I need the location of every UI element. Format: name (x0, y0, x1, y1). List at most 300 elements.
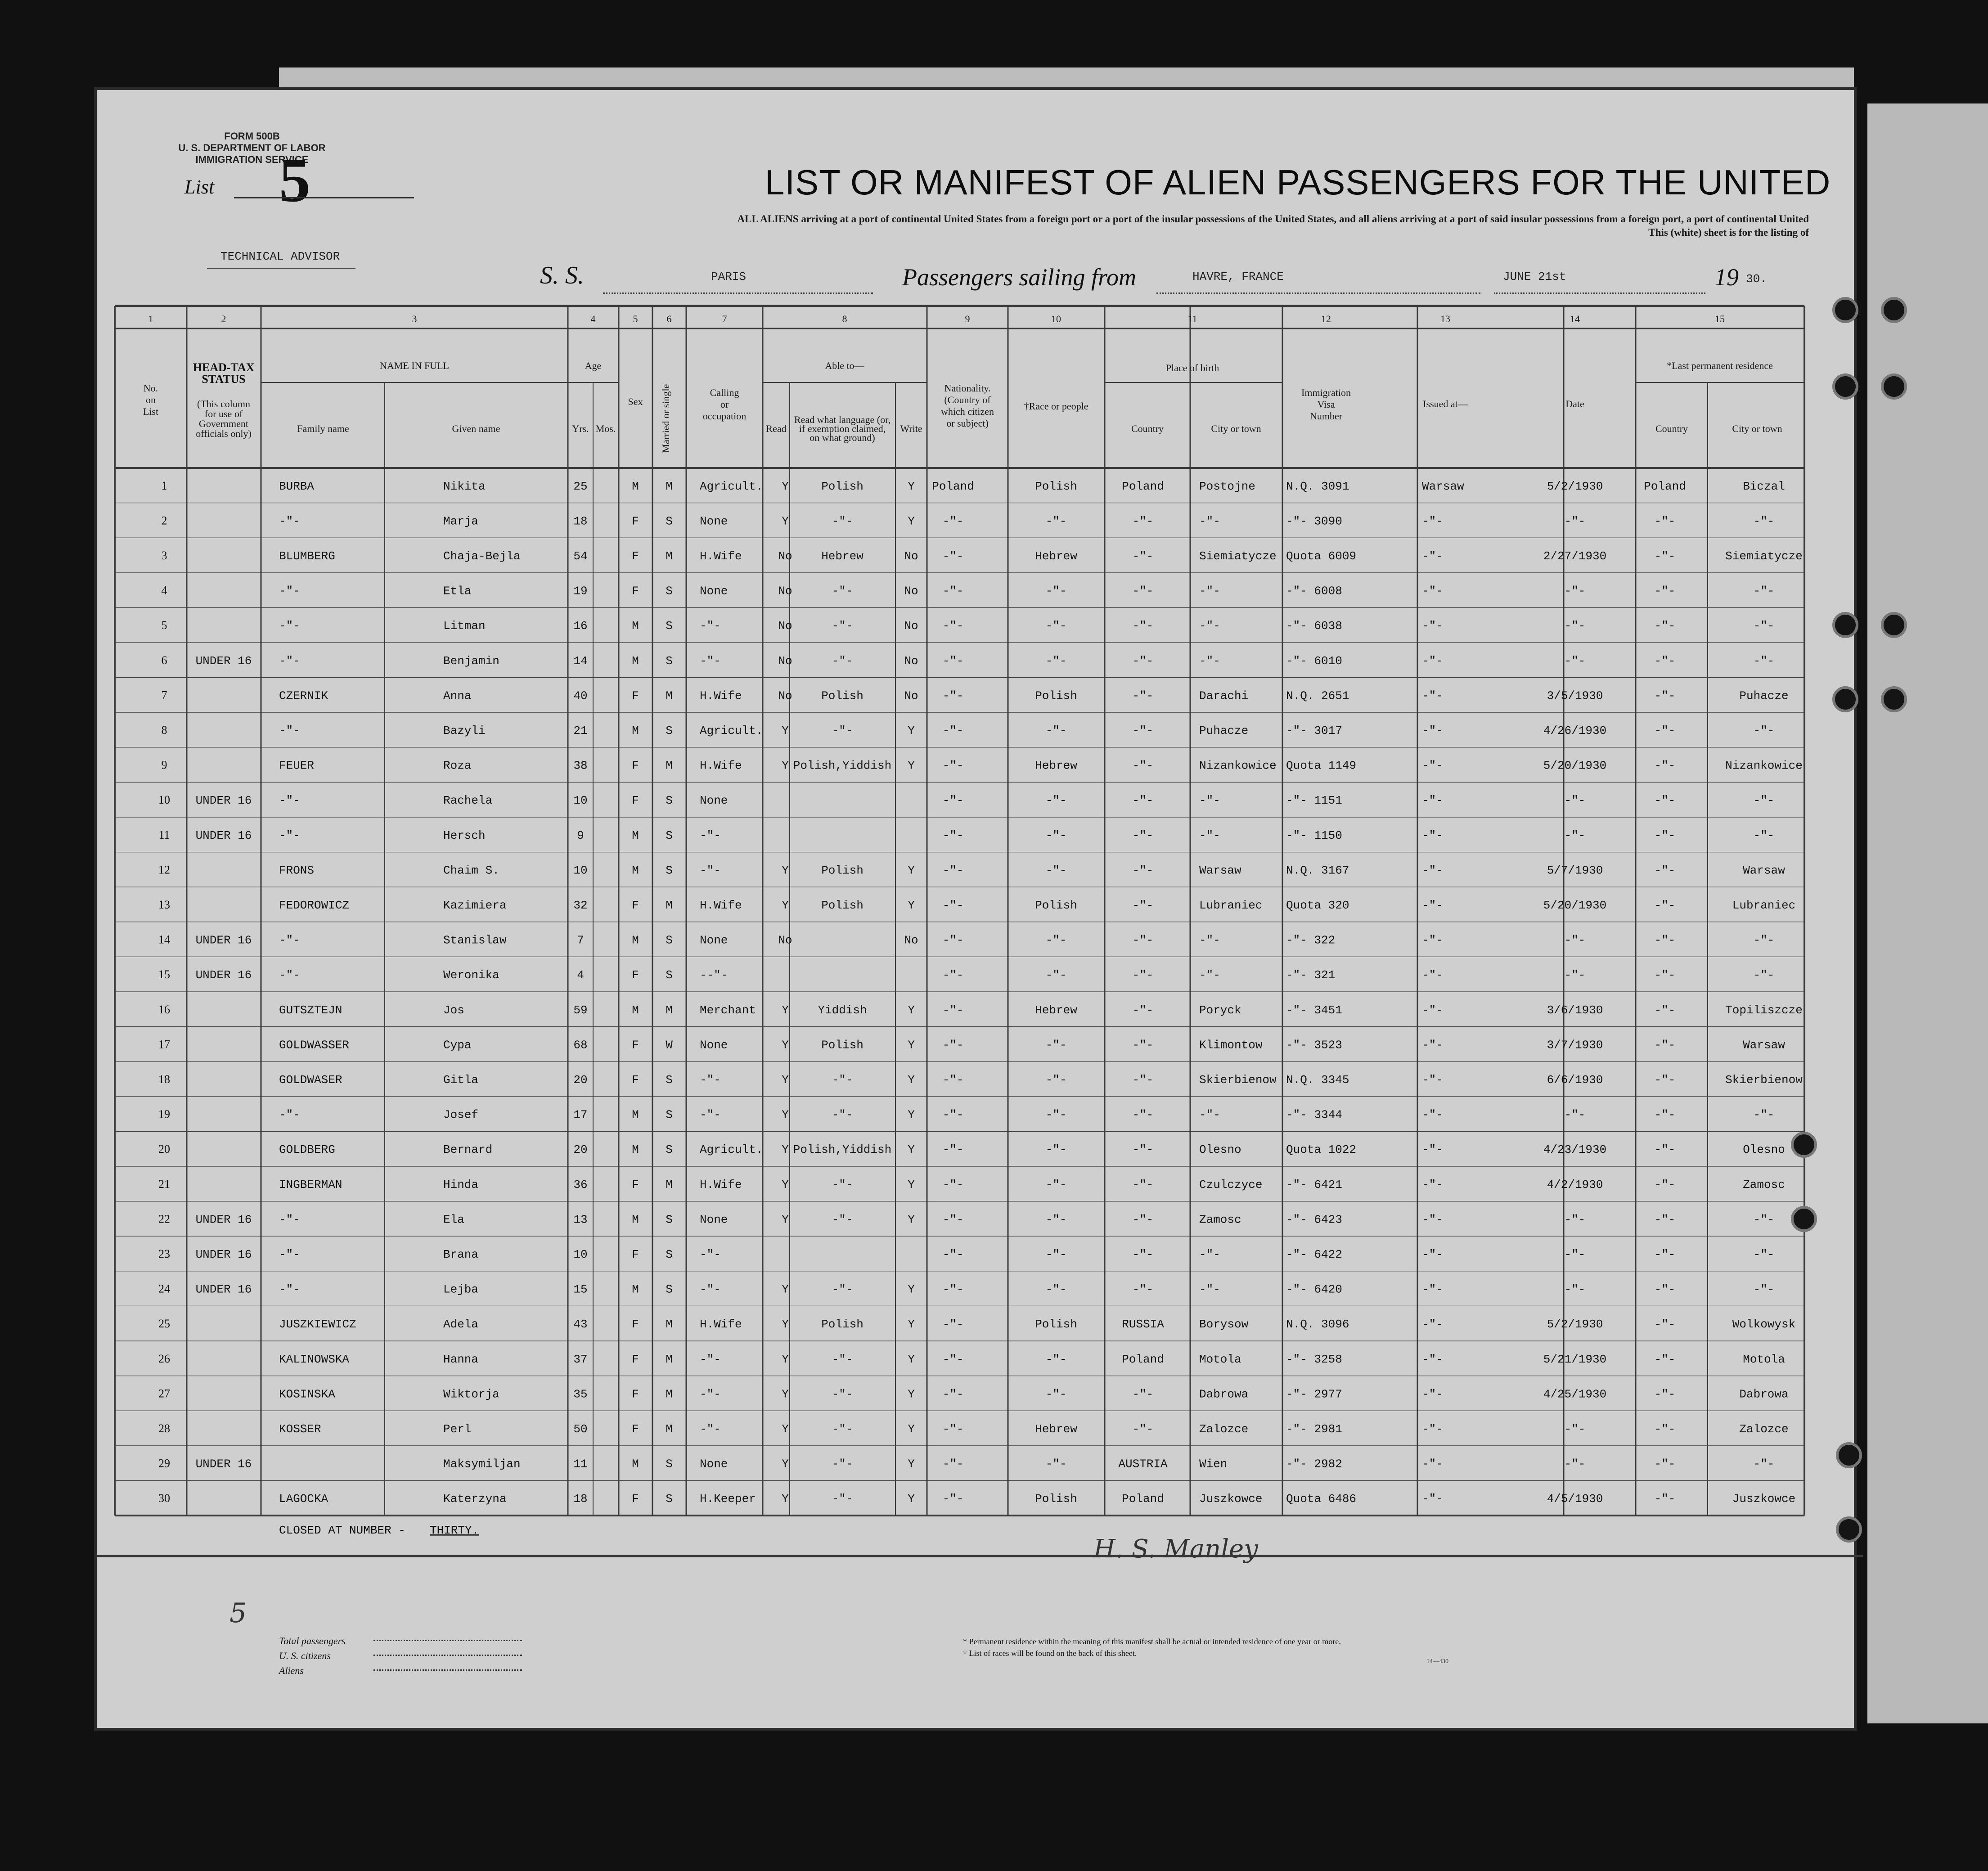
subtitle-line-2: This (white) sheet is for the listing of (1648, 227, 1809, 238)
race-cell: -"- (1045, 1038, 1067, 1052)
row-number: 4 (161, 584, 167, 597)
sailing-date: JUNE 21st (1503, 270, 1566, 283)
technical-advisor: TECHNICAL ADVISOR (220, 250, 340, 263)
given-name-cell: Bernard (443, 1143, 493, 1157)
column-number: 14 (1570, 313, 1580, 324)
row-number: 26 (158, 1352, 170, 1365)
residence-city-cell: -"- (1753, 584, 1775, 598)
residence-country-cell: -"- (1654, 1318, 1676, 1331)
visa-cell: Quota 1149 (1286, 759, 1357, 773)
nationality-cell: -"- (942, 549, 964, 563)
marital-cell: S (666, 864, 673, 877)
issued-at-cell: -"- (1422, 1038, 1443, 1052)
age-cell: 18 (573, 1492, 588, 1506)
given-name-cell: Josef (443, 1108, 479, 1122)
visa-cell: Quota 320 (1286, 899, 1349, 912)
race-cell: -"- (1045, 1387, 1067, 1401)
given-name-cell: Jos (443, 1003, 464, 1017)
marital-cell: S (666, 1248, 673, 1261)
sex-cell: F (632, 1073, 639, 1087)
sex-cell: M (632, 933, 639, 947)
issued-at-cell: -"- (1422, 1003, 1443, 1017)
date-cell: 2/27/1930 (1543, 549, 1607, 563)
birth-city-cell: Lubraniec (1199, 899, 1263, 912)
list-label: List (184, 176, 215, 198)
age-cell: 32 (573, 899, 588, 912)
race-cell: -"- (1045, 619, 1067, 633)
year-prefix: 19 (1714, 264, 1739, 291)
visa-cell: N.Q. 3345 (1286, 1073, 1349, 1087)
family-name-cell: -"- (279, 1282, 300, 1296)
birth-city-cell: -"- (1199, 933, 1220, 947)
issued-at-cell: -"- (1422, 549, 1443, 563)
age-cell: 25 (573, 479, 588, 493)
birth-city-cell: Zalozce (1199, 1422, 1249, 1436)
birth-city-cell: Juszkowce (1199, 1492, 1263, 1506)
header-write: Write (900, 423, 922, 434)
birth-city-cell: Czulczyce (1199, 1178, 1263, 1192)
issued-at-cell: -"- (1422, 514, 1443, 528)
given-name-cell: Maksymiljan (443, 1457, 521, 1471)
row-number: 14 (158, 933, 170, 946)
birth-city-cell: -"- (1199, 619, 1220, 633)
residence-city-cell: Warsaw (1743, 864, 1785, 877)
nationality-cell: -"- (942, 1178, 964, 1192)
family-name-cell: -"- (279, 794, 300, 808)
header-calling: or (720, 399, 729, 410)
race-cell: -"- (1045, 514, 1067, 528)
header-residence-country: Country (1655, 423, 1688, 434)
header-head-tax: HEAD-TAX (193, 361, 255, 374)
occupation-cell: H.Wife (700, 1318, 742, 1331)
sex-cell: F (632, 1318, 639, 1331)
marital-cell: M (666, 899, 673, 912)
residence-city-cell: Topiliszcze (1725, 1003, 1803, 1017)
date-cell: -"- (1564, 1422, 1586, 1436)
residence-country-cell: -"- (1654, 794, 1676, 808)
language-cell: Polish,Yiddish (793, 1143, 892, 1157)
nationality-cell: -"- (942, 828, 964, 842)
write-cell: Y (908, 1282, 915, 1296)
residence-city-cell: Lubraniec (1732, 899, 1796, 912)
birth-country-cell: -"- (1132, 584, 1154, 598)
aliens-row (279, 1663, 346, 1678)
visa-cell: -"- 1150 (1286, 828, 1342, 842)
visa-cell: -"- 6421 (1286, 1178, 1342, 1192)
read-cell: Y (782, 1003, 789, 1017)
visa-cell: -"- 3451 (1286, 1003, 1342, 1017)
date-cell: 5/20/1930 (1543, 899, 1607, 912)
marital-cell: M (666, 1352, 673, 1366)
residence-country-cell: -"- (1654, 1457, 1676, 1471)
ss-label: S. S. (540, 261, 584, 289)
given-name-cell: Litman (443, 619, 486, 633)
family-name-cell: KOSSER (279, 1422, 321, 1436)
date-cell: -"- (1564, 1213, 1586, 1227)
birth-country-cell: Poland (1122, 1492, 1164, 1506)
nationality-cell: -"- (942, 1108, 964, 1122)
residence-city-cell: Biczal (1743, 479, 1785, 493)
occupation-cell: -"- (700, 1248, 721, 1261)
read-cell: Y (782, 1143, 789, 1157)
birth-city-cell: Postojne (1199, 479, 1255, 493)
form-id: FORM 500B U. S. DEPARTMENT OF LABOR IMMIGRATION SERVICE (178, 130, 326, 165)
row-number: 5 (161, 619, 167, 632)
birth-country-cell: -"- (1132, 1387, 1154, 1401)
issued-at-cell: -"- (1422, 724, 1443, 738)
write-cell: Y (908, 864, 915, 877)
birth-city-cell: Olesno (1199, 1143, 1241, 1157)
race-cell: Hebrew (1035, 1422, 1077, 1436)
residence-city-cell: -"- (1753, 654, 1775, 668)
date-cell: -"- (1564, 794, 1586, 808)
visa-cell: Quota 6009 (1286, 549, 1357, 563)
age-cell: 68 (573, 1038, 588, 1052)
nationality-cell: -"- (942, 1038, 964, 1052)
write-cell: Y (908, 1038, 915, 1052)
birth-city-cell: Warsaw (1199, 864, 1241, 877)
date-cell: 5/7/1930 (1547, 864, 1603, 877)
marital-cell: S (666, 1073, 673, 1087)
head-tax-cell: UNDER 16 (195, 1457, 252, 1471)
issued-at-cell: -"- (1422, 899, 1443, 912)
header-last-residence: *Last permanent residence (1667, 360, 1773, 371)
visa-cell: N.Q. 3096 (1286, 1318, 1349, 1331)
age-cell: 11 (573, 1457, 588, 1471)
read-cell: Y (782, 1038, 789, 1052)
occupation-cell: None (700, 794, 728, 808)
issued-at-cell: -"- (1422, 1143, 1443, 1157)
date-cell: 4/26/1930 (1543, 724, 1607, 738)
sex-cell: M (632, 1143, 639, 1157)
date-cell: 4/25/1930 (1543, 1387, 1607, 1401)
birth-city-cell: Siemiatycze (1199, 549, 1277, 563)
visa-cell: -"- 3523 (1286, 1038, 1342, 1052)
residence-country-cell: -"- (1654, 828, 1676, 842)
language-cell: Hebrew (821, 549, 864, 563)
given-name-cell: Lejba (443, 1282, 479, 1296)
marital-cell: M (666, 1318, 673, 1331)
row-number: 3 (161, 549, 167, 562)
given-name-cell: Weronika (443, 968, 499, 982)
closed-at-value: THIRTY. (430, 1524, 479, 1537)
language-cell: Polish,Yiddish (793, 759, 892, 773)
write-cell: No (904, 933, 918, 947)
sex-cell: M (632, 724, 639, 738)
occupation-cell: -"- (700, 864, 721, 877)
language-cell: -"- (832, 619, 853, 633)
read-cell: Y (782, 864, 789, 877)
given-name-cell: Kazimiera (443, 899, 507, 912)
marital-cell: M (666, 1422, 673, 1436)
header-head-tax-note: for use of (204, 408, 243, 419)
column-number: 4 (590, 313, 596, 324)
race-cell: -"- (1045, 1248, 1067, 1261)
language-cell: -"- (832, 1213, 853, 1227)
language-cell: -"- (832, 1457, 853, 1471)
row-number: 23 (158, 1247, 170, 1260)
language-cell: Polish (821, 1038, 864, 1052)
header-read-language: on what ground) (810, 432, 875, 443)
head-tax-cell: UNDER 16 (195, 828, 252, 842)
row-number: 27 (158, 1387, 170, 1400)
write-cell: Y (908, 724, 915, 738)
issued-at-cell: -"- (1422, 1073, 1443, 1087)
residence-city-cell: -"- (1753, 1213, 1775, 1227)
sex-cell: M (632, 1457, 639, 1471)
visa-cell: -"- 6422 (1286, 1248, 1342, 1261)
birth-city-cell: -"- (1199, 1248, 1220, 1261)
given-name-cell: Cypa (443, 1038, 472, 1052)
write-cell: Y (908, 1492, 915, 1506)
occupation-cell: H.Wife (700, 689, 742, 703)
age-cell: 10 (573, 794, 588, 808)
visa-cell: -"- 2977 (1286, 1387, 1342, 1401)
race-cell: Polish (1035, 479, 1077, 493)
write-cell: No (904, 584, 918, 598)
given-name-cell: Perl (443, 1422, 472, 1436)
nationality-cell: -"- (942, 724, 964, 738)
birth-country-cell: -"- (1132, 933, 1154, 947)
issued-at-cell: -"- (1422, 1248, 1443, 1261)
header-visa: Number (1309, 410, 1343, 422)
issued-at-cell: -"- (1422, 828, 1443, 842)
read-cell: No (778, 654, 792, 668)
race-cell: -"- (1045, 968, 1067, 982)
nationality-cell: -"- (942, 514, 964, 528)
head-tax-cell: UNDER 16 (195, 1248, 252, 1261)
us-citizens-label: U. S. citizens (279, 1650, 331, 1661)
write-cell: Y (908, 1318, 915, 1331)
birth-city-cell: Nizankowice (1199, 759, 1277, 773)
marital-cell: S (666, 794, 673, 808)
family-name-cell: BLUMBERG (279, 549, 335, 563)
birth-country-cell: -"- (1132, 828, 1154, 842)
header-yrs: Yrs. (572, 423, 589, 434)
write-cell: Y (908, 899, 915, 912)
nationality-cell: -"- (942, 619, 964, 633)
header-married: Married or single (660, 384, 671, 453)
read-cell: Y (782, 1457, 789, 1471)
birth-country-cell: -"- (1132, 1178, 1154, 1192)
residence-city-cell: -"- (1753, 1282, 1775, 1296)
read-cell: No (778, 689, 792, 703)
signature: H. S. Manley (1093, 1534, 1258, 1564)
race-cell: -"- (1045, 584, 1067, 598)
marital-cell: M (666, 479, 673, 493)
given-name-cell: Bazyli (443, 724, 486, 738)
age-cell: 13 (573, 1213, 588, 1227)
date-cell: 6/6/1930 (1547, 1073, 1603, 1087)
row-number: 29 (158, 1457, 170, 1470)
marital-cell: S (666, 1457, 673, 1471)
visa-cell: -"- 6008 (1286, 584, 1342, 598)
header-calling: occupation (702, 410, 747, 422)
residence-country-cell: -"- (1654, 689, 1676, 703)
birth-country-cell: -"- (1132, 654, 1154, 668)
language-cell: -"- (832, 1422, 853, 1436)
nationality-cell: -"- (942, 1282, 964, 1296)
column-number: 15 (1715, 313, 1725, 324)
given-name-cell: Hersch (443, 828, 486, 842)
residence-city-cell: -"- (1753, 933, 1775, 947)
residence-country-cell: -"- (1654, 514, 1676, 528)
residence-country-cell: -"- (1654, 1248, 1676, 1261)
occupation-cell: -"- (700, 1352, 721, 1366)
occupation-cell: -"- (700, 1282, 721, 1296)
footnote-races: † List of races will be found on the back of this sheet. (963, 1649, 1137, 1658)
row-number: 22 (158, 1212, 170, 1226)
family-name-cell: GOLDWASER (279, 1073, 342, 1087)
family-name-cell: CZERNIK (279, 689, 328, 703)
given-name-cell: Gitla (443, 1073, 479, 1087)
given-name-cell: Chaim S. (443, 864, 499, 877)
row-number: 19 (158, 1107, 170, 1121)
race-cell: -"- (1045, 828, 1067, 842)
sailing-port: HAVRE, FRANCE (1192, 270, 1284, 283)
birth-country-cell: -"- (1132, 1213, 1154, 1227)
issued-at-cell: -"- (1422, 1387, 1443, 1401)
year-suffix: 30. (1746, 272, 1767, 286)
residence-city-cell: Olesno (1743, 1143, 1785, 1157)
nationality-cell: -"- (942, 759, 964, 773)
marital-cell: S (666, 1213, 673, 1227)
birth-country-cell: RUSSIA (1122, 1318, 1164, 1331)
age-cell: 10 (573, 1248, 588, 1261)
head-tax-cell: UNDER 16 (195, 654, 252, 668)
residence-country-cell: -"- (1654, 1038, 1676, 1052)
language-cell: -"- (832, 1282, 853, 1296)
family-name-cell: KALINOWSKA (279, 1352, 350, 1366)
age-cell: 59 (573, 1003, 588, 1017)
date-cell: -"- (1564, 968, 1586, 982)
language-cell: -"- (832, 1352, 853, 1366)
residence-country-cell: -"- (1654, 1352, 1676, 1366)
age-cell: 36 (573, 1178, 588, 1192)
residence-country-cell: -"- (1654, 899, 1676, 912)
issued-at-cell: -"- (1422, 1422, 1443, 1436)
residence-country-cell: -"- (1654, 933, 1676, 947)
residence-country-cell: -"- (1654, 1387, 1676, 1401)
residence-city-cell: -"- (1753, 1457, 1775, 1471)
occupation-cell: --"- (700, 968, 728, 982)
language-cell: -"- (832, 1492, 853, 1506)
age-cell: 15 (573, 1282, 588, 1296)
closed-at-label: CLOSED AT NUMBER - (279, 1524, 405, 1537)
family-name-cell: -"- (279, 584, 300, 598)
date-cell: -"- (1564, 619, 1586, 633)
date-cell: -"- (1564, 584, 1586, 598)
age-cell: 43 (573, 1318, 588, 1331)
given-name-cell: Katerzyna (443, 1492, 507, 1506)
sex-cell: F (632, 1422, 639, 1436)
row-number: 13 (158, 898, 170, 911)
age-cell: 10 (573, 864, 588, 877)
sex-cell: F (632, 549, 639, 563)
sex-cell: M (632, 1213, 639, 1227)
residence-country-cell: -"- (1654, 1108, 1676, 1122)
marital-cell: S (666, 619, 673, 633)
nationality-cell: -"- (942, 794, 964, 808)
birth-country-cell: -"- (1132, 864, 1154, 877)
residence-country-cell: Poland (1644, 479, 1686, 493)
aliens-label: Aliens (279, 1665, 304, 1676)
race-cell: -"- (1045, 654, 1067, 668)
header-birth-city: City or town (1211, 423, 1261, 434)
age-cell: 17 (573, 1108, 588, 1122)
read-cell: Y (782, 1422, 789, 1436)
age-cell: 54 (573, 549, 588, 563)
occupation-cell: H.Wife (700, 1178, 742, 1192)
residence-country-cell: -"- (1654, 1492, 1676, 1506)
residence-country-cell: -"- (1654, 724, 1676, 738)
language-cell: -"- (832, 724, 853, 738)
race-cell: -"- (1045, 724, 1067, 738)
age-cell: 9 (577, 828, 584, 842)
write-cell: No (904, 549, 918, 563)
header-no-on-list: on (146, 394, 156, 405)
race-cell: -"- (1045, 1352, 1067, 1366)
read-cell: Y (782, 899, 789, 912)
given-name-cell: Wiktorja (443, 1387, 499, 1401)
issued-at-cell: -"- (1422, 1352, 1443, 1366)
language-cell: -"- (832, 1073, 853, 1087)
write-cell: Y (908, 1108, 915, 1122)
read-cell: Y (782, 1213, 789, 1227)
total-passengers-label: Total passengers (279, 1635, 346, 1646)
family-name-cell: -"- (279, 933, 300, 947)
family-name-cell: -"- (279, 828, 300, 842)
marital-cell: M (666, 1003, 673, 1017)
age-cell: 20 (573, 1143, 588, 1157)
write-cell: Y (908, 1143, 915, 1157)
write-cell: Y (908, 1213, 915, 1227)
race-cell: -"- (1045, 1108, 1067, 1122)
birth-country-cell: -"- (1132, 1282, 1154, 1296)
age-cell: 18 (573, 514, 588, 528)
residence-country-cell: -"- (1654, 549, 1676, 563)
residence-country-cell: -"- (1654, 584, 1676, 598)
visa-cell: N.Q. 3091 (1286, 479, 1349, 493)
column-number: 2 (221, 313, 226, 324)
residence-city-cell: Zalozce (1739, 1422, 1789, 1436)
write-cell: Y (908, 1178, 915, 1192)
residence-city-cell: Skierbienow (1725, 1073, 1803, 1087)
total-passengers-row (279, 1633, 346, 1648)
race-cell: Hebrew (1035, 759, 1077, 773)
birth-country-cell: -"- (1132, 899, 1154, 912)
birth-country-cell: -"- (1132, 1003, 1154, 1017)
residence-country-cell: -"- (1654, 759, 1676, 773)
marital-cell: M (666, 689, 673, 703)
age-cell: 40 (573, 689, 588, 703)
issued-at-cell: -"- (1422, 759, 1443, 773)
form-code: 14—430 (1426, 1658, 1448, 1665)
birth-city-cell: Dabrowa (1199, 1387, 1249, 1401)
marital-cell: M (666, 759, 673, 773)
family-name-cell: -"- (279, 654, 300, 668)
family-name-cell: FRONS (279, 864, 315, 877)
occupation-cell: -"- (700, 828, 721, 842)
us-citizens-row (279, 1648, 346, 1663)
nationality-cell: -"- (942, 864, 964, 877)
marital-cell: S (666, 1108, 673, 1122)
read-cell: Y (782, 1073, 789, 1087)
row-number: 15 (158, 968, 170, 981)
read-cell: Y (782, 1318, 789, 1331)
given-name-cell: Brana (443, 1248, 479, 1261)
row-number: 24 (158, 1282, 170, 1295)
